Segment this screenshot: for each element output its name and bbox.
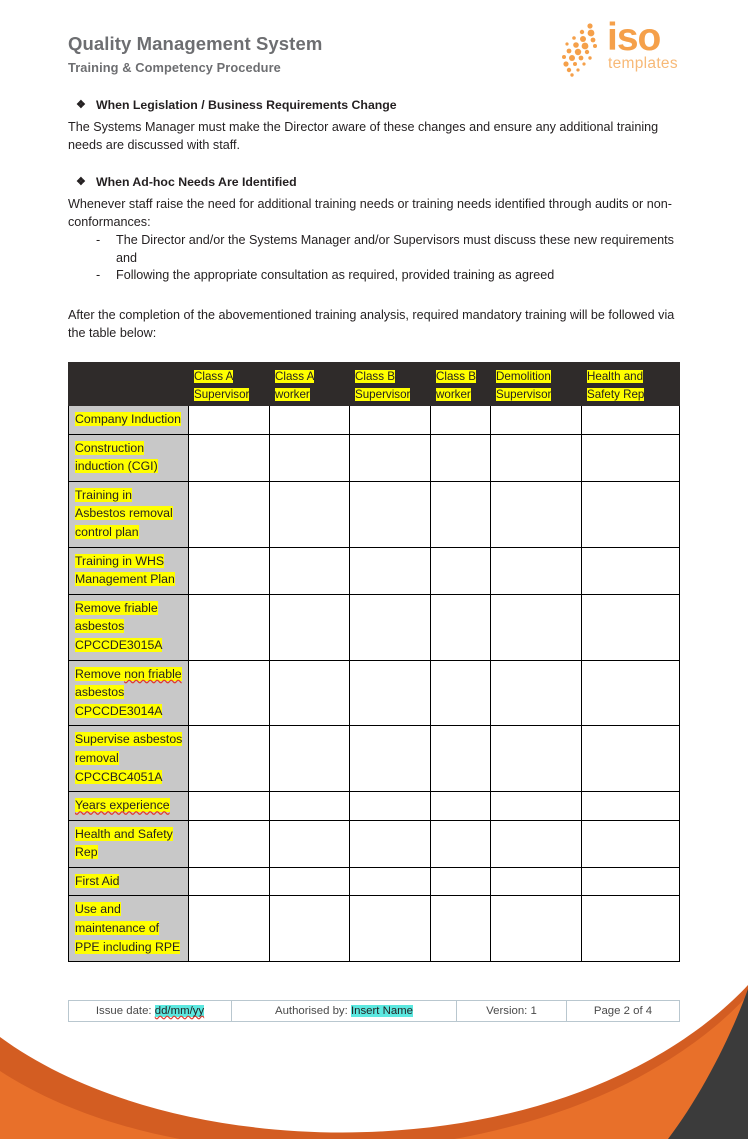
training-mark-cell[interactable] [582,406,680,435]
document-footer [68,1000,680,1022]
table-header-row [69,363,680,406]
training-mark-cell[interactable] [431,481,491,547]
row-label-text: Training in WHS Management Plan [75,553,175,587]
table-row [69,726,680,792]
training-mark-cell[interactable] [270,792,350,821]
row-label-cell [69,867,189,896]
training-mark-cell[interactable] [491,481,582,547]
training-mark-cell[interactable] [491,547,582,594]
footer-issue-date [69,1001,232,1022]
training-mark-cell[interactable] [582,726,680,792]
training-mark-cell[interactable] [491,660,582,726]
section-adhoc-heading [68,175,680,189]
training-mark-cell[interactable] [582,660,680,726]
footer-version: Version: 1 [457,1001,567,1022]
issue-date-label: Issue date: [95,1005,152,1017]
training-mark-cell[interactable] [189,660,270,726]
training-mark-cell[interactable] [431,547,491,594]
row-label-text: Construction induction (CGI) [75,440,158,474]
training-mark-cell[interactable] [431,594,491,660]
column-header-class-a-supervisor: Class A Supervisor [189,363,270,406]
footer-page-number: Page 2 of 4 [567,1001,680,1022]
training-mark-cell[interactable] [431,820,491,867]
spellcheck-underline: non friable [124,666,182,681]
closing-paragraph: After the completion of the abovementioned training analysis, required mandatory training will be followed via the table below: [68,308,675,340]
section-heading-text: When Ad-hoc Needs Are Identified [96,175,297,189]
table-row [69,547,680,594]
training-mark-cell[interactable] [491,594,582,660]
training-mark-cell[interactable] [270,481,350,547]
table-row [69,594,680,660]
row-label-cell [69,547,189,594]
row-label-text: Use and maintenance of PPE including RPE [75,902,181,954]
training-mark-cell[interactable] [582,896,680,962]
row-label-text: Remove non friable asbestos CPCCDE3014A [75,666,182,718]
training-mark-cell[interactable] [189,726,270,792]
training-mark-cell[interactable] [270,434,350,481]
list-item [68,232,680,267]
training-mark-cell[interactable] [270,896,350,962]
training-mark-cell[interactable] [431,434,491,481]
iso-templates-logo [560,18,688,82]
training-mark-cell[interactable] [350,434,431,481]
training-mark-cell[interactable] [431,896,491,962]
section-heading-text: When Legislation / Business Requirements Change [96,98,397,112]
footer-authorised-by [232,1001,457,1022]
training-mark-cell[interactable] [431,867,491,896]
column-header-class-b-worker: Class B worker [431,363,491,406]
table-row [69,896,680,962]
dot-matrix-icon [560,22,606,78]
training-mark-cell[interactable] [270,867,350,896]
row-label-text: Remove friable asbestos CPCCDE3015A [75,600,163,652]
table-row [69,792,680,821]
table-row [69,434,680,481]
training-mark-cell[interactable] [189,867,270,896]
row-label-cell [69,660,189,726]
training-mark-cell[interactable] [350,867,431,896]
row-label-cell [69,594,189,660]
training-mark-cell[interactable] [491,820,582,867]
column-header-health-safety-rep: Health and Safety Rep [582,363,680,406]
page-subtitle: Training & Competency Procedure [68,60,281,75]
training-mark-cell[interactable] [350,896,431,962]
document-header [0,0,748,92]
training-mark-cell[interactable] [270,406,350,435]
issue-date-value[interactable]: dd/mm/yy [154,1005,205,1017]
spellcheck-underline: Years experience [75,798,170,813]
row-label-cell [69,820,189,867]
authorised-by-label: Authorised by: [274,1005,348,1017]
table-corner-cell [69,363,189,406]
logo-wordmark: iso [607,16,661,59]
table-row [69,406,680,435]
training-mark-cell[interactable] [431,726,491,792]
training-mark-cell[interactable] [350,594,431,660]
dash-bullet-icon: - [96,233,101,247]
diamond-bullet-icon: ❖ [76,176,86,188]
training-mark-cell[interactable] [189,547,270,594]
dash-bullet-icon: - [96,268,101,282]
row-label-cell [69,481,189,547]
training-mark-cell[interactable] [189,406,270,435]
table-row [69,867,680,896]
training-mark-cell[interactable] [431,660,491,726]
training-mark-cell[interactable] [491,792,582,821]
section-legislation-heading [68,98,680,112]
row-label-cell [69,406,189,435]
training-mark-cell[interactable] [270,820,350,867]
section-legislation-paragraph: The Systems Manager must make the Director aware of these changes and ensure any additional training needs are discussed with staff. [68,120,659,152]
authorised-by-value[interactable]: Insert Name [350,1005,414,1017]
row-label-text: Company Induction [75,412,181,426]
row-label-cell [69,726,189,792]
section-adhoc-paragraph: Whenever staff raise the need for additional training needs or training needs identified through audits or non-conformances: [68,197,672,229]
training-mark-cell[interactable] [350,547,431,594]
row-label-cell [69,434,189,481]
list-item [68,267,680,285]
training-mark-cell[interactable] [491,867,582,896]
row-label-text [75,798,170,812]
training-mark-cell[interactable] [350,792,431,821]
list-item-text: Following the appropriate consultation as required, provided training as agreed [116,268,555,282]
training-mark-cell[interactable] [582,792,680,821]
training-mark-cell[interactable] [582,820,680,867]
training-mark-cell[interactable] [491,896,582,962]
training-mark-cell[interactable] [189,792,270,821]
training-mark-cell[interactable] [582,867,680,896]
row-label-text: First Aid [75,873,120,888]
training-mark-cell[interactable] [270,726,350,792]
training-mark-cell[interactable] [350,481,431,547]
training-mark-cell[interactable] [582,481,680,547]
logo-subword: templates [608,55,678,72]
training-mark-cell[interactable] [189,594,270,660]
training-mark-cell[interactable] [431,406,491,435]
adhoc-requirements-list [68,232,680,285]
training-mark-cell[interactable] [270,547,350,594]
training-matrix-table [68,362,680,962]
list-item-text: The Director and/or the Systems Manager and/or Supervisors must discuss these new requirements and [116,233,674,265]
training-mark-cell[interactable] [350,406,431,435]
training-mark-cell[interactable] [189,434,270,481]
training-mark-cell[interactable] [350,726,431,792]
column-header-class-b-supervisor: Class B Supervisor [350,363,431,406]
training-mark-cell[interactable] [350,660,431,726]
row-label-text: Health and Safety Rep [75,826,173,860]
row-label-text: Supervise asbestos removal CPCCBC4051A [75,732,183,784]
table-row [69,820,680,867]
training-mark-cell[interactable] [189,820,270,867]
training-mark-cell[interactable] [491,726,582,792]
row-label-cell [69,896,189,962]
training-mark-cell[interactable] [491,434,582,481]
row-label-text: Training in Asbestos removal control plan [75,487,173,539]
training-mark-cell[interactable] [270,660,350,726]
training-mark-cell[interactable] [491,406,582,435]
column-header-class-a-worker: Class A worker [270,363,350,406]
page-title: Quality Management System [68,33,323,54]
training-mark-cell[interactable] [189,481,270,547]
training-mark-cell[interactable] [582,594,680,660]
training-mark-cell[interactable] [350,820,431,867]
training-mark-cell[interactable] [270,594,350,660]
row-label-cell [69,792,189,821]
training-mark-cell[interactable] [582,547,680,594]
column-header-demolition-supervisor: Demolition Supervisor [491,363,582,406]
training-mark-cell[interactable] [431,792,491,821]
training-mark-cell[interactable] [189,896,270,962]
training-mark-cell[interactable] [582,434,680,481]
diamond-bullet-icon: ❖ [76,99,86,111]
table-row [69,481,680,547]
table-row [69,660,680,726]
